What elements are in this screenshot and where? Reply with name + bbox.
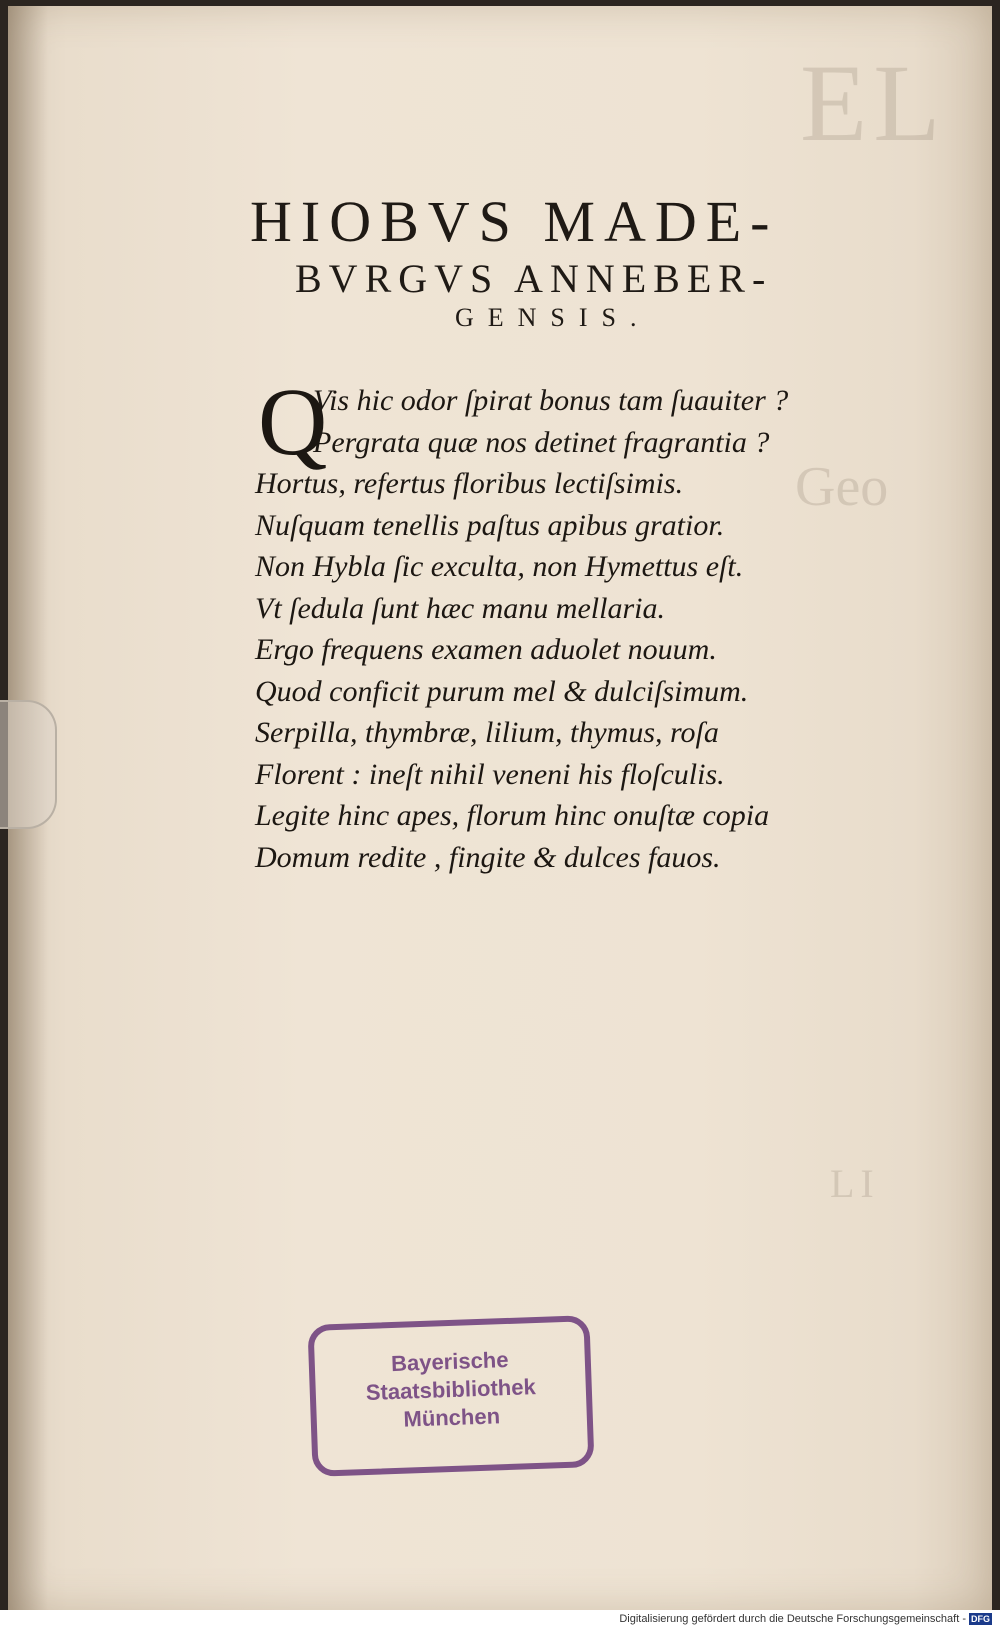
poem-line: Ergo frequens examen aduolet nouum.	[255, 633, 717, 666]
poem-line: Serpilla, thymbræ, lilium, thymus, roſa	[255, 716, 719, 749]
poem-line: Domum redite , fingite & dulces fauos.	[255, 840, 721, 874]
heading-line-2: BVRGVS ANNEBER-	[295, 256, 773, 301]
library-stamp	[307, 1315, 594, 1477]
poem-line: Vis hic odor ſpirat bonus tam ſuauiter ?	[313, 384, 789, 417]
poem-line: Hortus, refertus floribus lectiſsimis.	[255, 467, 684, 500]
poem-line: Vt ſedula ſunt hæc manu mellaria.	[255, 591, 665, 625]
stamp-line: Staatsbibliothek	[365, 1374, 537, 1405]
credit-text: Digitalisierung gefördert durch die Deutsche Forschungsgemeinschaft -	[619, 1613, 966, 1625]
heading-line-1: HIOBVS MADE-	[250, 189, 779, 254]
show-through-text: EL	[800, 42, 947, 164]
digitization-credit	[619, 1611, 992, 1627]
poem-line: Florent : ineſt nihil veneni his floſculis.	[255, 757, 725, 791]
poem-line: Legite hinc apes, florum hinc onuſtæ copia	[255, 799, 770, 832]
page-clip	[0, 700, 57, 829]
drop-cap: Q	[258, 368, 328, 475]
poem-line: Quod conficit purum mel & dulciſsimum.	[255, 674, 749, 708]
show-through-text: Geo	[795, 456, 889, 518]
poem-line: Nuſquam tenellis paſtus apibus gratior.	[255, 508, 725, 542]
dfg-logo: DFG	[971, 1614, 990, 1624]
heading-line-3: GENSIS.	[455, 303, 651, 332]
poem	[255, 380, 895, 878]
poem-line: Pergrata quæ nos detinet fragrantia ?	[313, 425, 770, 459]
stamp-line: München	[403, 1403, 501, 1432]
show-through-text: LI	[830, 1161, 880, 1206]
poem-line: Non Hybla ſic exculta, non Hymettus eſt.	[255, 550, 744, 583]
stamp-line: Bayerische	[390, 1346, 509, 1377]
